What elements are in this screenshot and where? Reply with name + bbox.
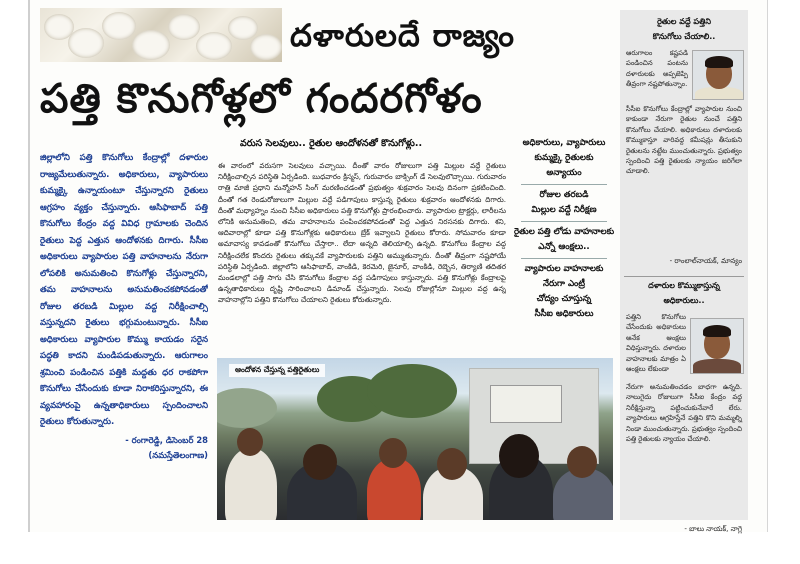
farmers-protest-photo bbox=[217, 358, 613, 520]
highlight-2: రోజుల తరబడి మిల్లుల వద్దే నిరీక్షణ bbox=[531, 190, 597, 215]
opinion-sidebar bbox=[620, 10, 748, 533]
quote-1-text: సీసీఐ కొనుగోలు కేంద్రాల్లో వ్యాపారుల నుంచి కాకుండా నేరుగా రైతుల నుంచే పత్తిని కొనుగోలు చేయాలి. అధికారులు దళారులకు కొమ్ముకాస్తూ వారివద్ద కమీషన్లు తీసుకుని రైతులను నట్టేట ముంచుతున్నారు. ప్రభుత్వం స్పందించి పత్తి రైతులకు న్యాయం జరిగేలా చూడాలి. bbox=[626, 105, 742, 176]
quote-1-title: రైతుల వద్దే పత్తిని bbox=[657, 17, 711, 26]
quote-1-title-line2: కొనుగోలు చేయాలి.. bbox=[652, 32, 716, 41]
highlights-column bbox=[508, 136, 620, 350]
notice-board bbox=[490, 385, 562, 423]
farmer-portrait-2 bbox=[690, 318, 744, 374]
quote-box-1 bbox=[620, 14, 748, 267]
quote-2-signature: - బాలు నాయక్, నాగ్లె bbox=[684, 525, 742, 533]
quote-2-text: నేరుగా అనుమతించడం బాధగా ఉన్నది. నాలుగైదు రోజులుగా సీసీఐ కేంద్రం వద్ద నిరీక్షిస్తున్నా పట్టించుకునేవారే లేరు. వ్యాపారులు ఆగ్రహిస్తేనే పత్తిని కొని మమ్మల్ని నిండా ముంచుతున్నారు. ప్రభుత్వం స్పందించి పత్తి రైతులకు న్యాయం చేయాలి. bbox=[626, 383, 742, 444]
quote-box-2 bbox=[620, 278, 748, 535]
quote-1-signature: - రాంలాల్‌నాయక్, మాన్యం bbox=[669, 257, 742, 265]
photo-caption: ఆందోళన చేస్తున్న పత్తిరైతులు bbox=[229, 364, 325, 377]
dateline: - రంగారెడ్డి, డిసెంబర్ 28 bbox=[125, 434, 208, 445]
left-column-text: జిల్లాలోని పత్తి కొనుగోలు కేంద్రాల్లో దళారుల రాజ్యమేలుతున్నారు. అధికారులు, వ్యాపారులు కుమ్మక్కై ఉన్నాయంటూ చేస్తున్నారని రైతులు ఆగ్రహం వ్యక్తం చేస్తున్నారు. ఆసిఫాబాద్ పత్తి కొనుగోలు కేంద్రం వద్ద వివిధ గ్రామాలకు చెందిన రైతులు పెద్ద ఎత్తున ఆందోళనకు దిగారు. సీసీఐ అధికారులు వ్యాపారుల పత్తి వాహనాలను నేరుగా లోపలికి అనుమతించి కొనుగోళ్లు చేస్తున్నారని, తమ వాహనాలను అనుమతించకపోవడంతో రోజుల తరబడి మిల్లుల వద్ద నిరీక్షించాల్సి వస్తున్నదని రైతులు భగ్గుమంటున్నారు. సీసీఐ అధికారులు వ్యాపారుల కొమ్ము కాయడం సరైన పద్ధతి కాదని మండిపడుతున్నారు. ఆరుగాలం శ్రమించి పండించిన పత్తికి మద్దతు ధర రాకపోగా కొనుగోలు చేసేందుకు కూడా నిరాకరిస్తున్నారని, ఈ వ్యవహారంపై ఉన్నతాధికారులు స్పందించాలని రైతులు కోరుతున్నారు. bbox=[40, 153, 208, 427]
highlight-divider bbox=[521, 184, 607, 185]
headline-main: పత్తి కొనుగోళ్లలో గందరగోళం bbox=[40, 76, 483, 122]
quote-2-text-top: పత్తిని కొనుగోలు చేసేందుకు అధికారులు అనేక ఆంక్షలు విధిస్తున్నారు. దళారుల వాహనాలకు మాత్రం ఏ ఆంక్షలు లేకుండా bbox=[626, 313, 686, 374]
highlight-1: అధికారులు, వ్యాపారులు కుమ్మక్కై రైతులకు అన్యాయం bbox=[522, 138, 606, 178]
highlight-divider bbox=[521, 221, 607, 222]
article-body: ఈ వారంలో వరుసగా సెలవులు వచ్చాయి. దీంతో వారం రోజులుగా పత్తి మిల్లుల వద్దే రైతులు నిరీక్షించాల్సిన పరిస్థితి ఏర్పడింది. బుధవారం క్రిస్మస్, గురువారం బాక్సింగ్ డే సెలవులొచ్చాయి. గురువారం రాత్రి మాజీ ప్రధాని మన్మోహన్ సింగ్ మరణించడంతో ప్రభుత్వం శుక్రవారం సెలవు దినంగా ప్రకటించింది. దీంతో గత రెండురోజులుగా మిల్లుల వద్దే పడిగాపులు కాస్తున్న రైతులు శుక్రవారం ఆందోళనకు దిగారు. దీంతో మధ్యాహ్నం నుంచి సీసీఐ అధికారులు పత్తి కొనుగోళ్లు ప్రారంభించారు. వ్యాపారుల ట్రాక్టర్లు, లారీలను లోనికి అనుమతించి, తమ వాహనాలను పంపించకపోవడంతో పెద్ద ఎత్తున నిరసనకు దిగారు. శని, ఆదివారాల్లో కూడా పత్తి కొనుగోళ్లకు అధికారులు బ్రేక్ ఇవ్వాలని రైతులు కోరారు. సోమవారం కూడా అమావాస్య కావడంతో కొనుగోలు చేస్తారా.. లేదా అన్నది తెలియాల్సి ఉన్నది. కొనుగోలు కేంద్రాల వద్ద నిరీక్షించలేక కొందరు రైతులు తక్కువకే వ్యాపారులకు పత్తిని అమ్ముతున్నారు. దీంతో తీవ్రంగా నష్టపోయే పరిస్థితి ఏర్పడింది. జిల్లాలోని ఆసిఫాబాద్, వాంకిడి, కెరమెరి, జైనూర్, వాంకిడి, రెబ్బెన, తిర్యాణి తదితర మండలాల్లో పత్తి సాగు చేసి కొనుగోలు కేంద్రాల వద్ద పడిగాపులు కాస్తున్నారు. పత్తి కొనుగోళ్లు కేంద్రాలపై ఉన్నతాధికారులు దృష్టి సారించాలని డిమాండ్ చేస్తున్నారు. సెలవు రోజుల్లోనూ మిల్లుల వద్ద ఉన్న వాహనాల్లోని పత్తిని కొనుగోలు చేయాలని రైతులు కోరుతున్నారు. bbox=[218, 161, 506, 305]
cotton-heap-photo bbox=[40, 8, 282, 62]
left-column bbox=[40, 150, 208, 526]
article-subheading: వరుస సెలవులు.. రైతుల ఆందోళనతో కొనుగోళ్లు.. bbox=[240, 138, 423, 149]
sidebar-divider bbox=[624, 276, 744, 277]
source-credit: (నమస్తేతెలంగాణ) bbox=[148, 449, 208, 460]
quote-1-text-top: ఆరుగాలం కష్టపడి పండించిన పంటను దళారులకు అప్పజెప్పి తీవ్రంగా నష్టపోతున్నాం. bbox=[626, 49, 688, 89]
highlight-4: వ్యాపారుల వాహనాలకు నేరుగా ఎంట్రీ చోద్యం చూస్తున్న సీసీఐ అధికారులు bbox=[524, 264, 604, 319]
headline-top: దళారులదే రాజ్యం bbox=[290, 18, 516, 54]
highlight-3: రైతుల పత్తి లోడు వాహనాలకు ఎన్నో ఆంక్షలు.. bbox=[513, 227, 615, 252]
highlight-divider bbox=[521, 258, 607, 259]
farmer-portrait-1 bbox=[692, 50, 744, 100]
quote-2-title-line2: అధికారులు.. bbox=[663, 296, 705, 305]
quote-2-title: దళారుల కొమ్ముకాస్తున్న bbox=[648, 281, 720, 290]
